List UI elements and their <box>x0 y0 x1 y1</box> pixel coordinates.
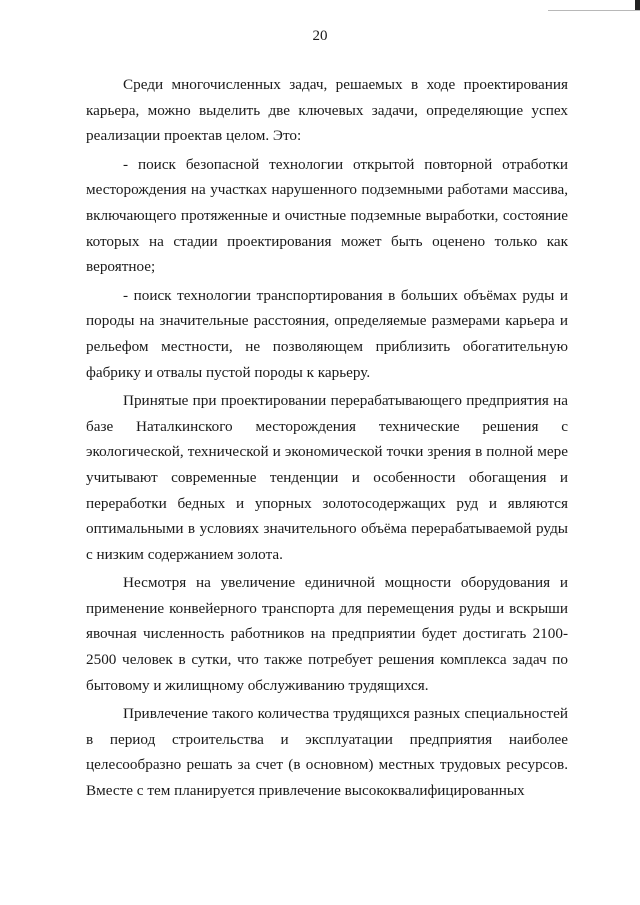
paragraph-intro: Среди многочисленных задач, решаемых в ходе проектирования карьера, можно выделить две ключевых задачи, определяющие успех реализации проектав целом. Это: <box>86 76 568 145</box>
paragraph-processing-decisions: Принятые при проектировании перерабатывающего предприятия на базе Наталкинского месторождения технические решения с экологической, технической и экономической точки зрения в полной мере учитывают современные тенденции и особенности обогащения и переработки бедных и упорных золотосодержащих руд и являются оптимальными в условиях значительного объёма перерабатываемой руды с низким содержанием золота. <box>86 392 568 563</box>
scan-corner-mark <box>548 0 640 11</box>
list-item-safe-technology: - поиск безопасной технологии открытой повторной отработки месторождения на участках нарушенного подземными работами массива, включающего протяженные и очистные подземные выработки, состояние которых на стадии проектирования может быть оценено только как вероятное; <box>86 155 568 276</box>
page-number: 20 <box>312 28 328 44</box>
paragraph-labor-resources: Привлечение такого количества трудящихся разных специальностей в период строительства и эксплуатации предприятия наиболее целесообразно решать за счет (в основном) местных трудовых ресурсов. Вместе с тем планируется привлечение высококвалифицированных <box>86 705 568 800</box>
paragraph-workforce: Несмотря на увеличение единичной мощности оборудования и применение конвейерного транспорта для перемещения руды и вскрыши явочная численность работников на предприятии будет достигать 2100-2500 человек в сутки, что также потребует решения комплекса задач по бытовому и жилищному обслуживанию трудящихся. <box>86 574 568 694</box>
list-item-transport-technology: - поиск технологии транспортирования в больших объёмах руды и породы на значительные расстояния, определяемые размерами карьера и рельефом местности, не позволяющем приблизить обогатительную фабрику и отвалы пустой породы к карьеру. <box>86 286 568 381</box>
document-body <box>86 72 568 807</box>
